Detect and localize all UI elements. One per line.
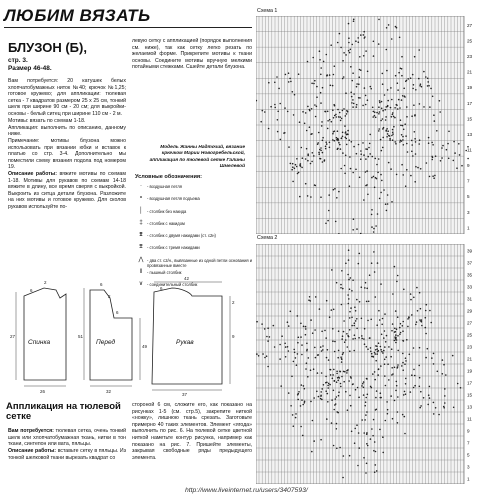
applique-column2: стороной 6 см, сложите его, как показано на рисунках 1-5 (см. стр.5), закрепите ниткой «ножку», лишнюю ткань срезать. Заготовьте примерно 40 таких элементов. Элемент «ягода» выполнить по рис. 6. На тюлевой сетке цветной ниткой наметьте контур рисунка, например как показано на рис. 7. Пришейте элементы, закрывая свободные ряды предыдущего элемента. [132, 402, 252, 461]
applique-body [8, 428, 126, 461]
legend-symbol: │ [139, 207, 143, 214]
row-number: 19 [467, 85, 473, 91]
magazine-title: ЛЮБИМ ВЯЗАТЬ [4, 6, 151, 25]
work-label: Описание работы: [8, 171, 57, 178]
row-number: 25 [467, 38, 473, 44]
sleeve-piece-label: Рукав [176, 339, 194, 346]
legend-text: - соединительный столбик [147, 282, 198, 288]
legend-item [135, 245, 253, 257]
front-piece-label: Перед [96, 339, 116, 346]
legend-text: - столбик без накида [147, 208, 187, 214]
legend-text: - столбик с двумя накидами (ст. с2н) [147, 233, 216, 239]
materials-text: Вам потребуется: 20 катушек белых хлопчатобумажных ниток №40; крючок №1,25; готовое кружево; для аппликации: тюлевая сетка - 7 квадратов размером 25 х 25 см, тонкий шелк при ширине 90 см - 20 см; для выкройки-основы - белый ситец при ширине 110 см - 2 м. [8, 78, 126, 117]
dim-label: 27 [10, 334, 16, 339]
row-number: 3 [467, 209, 470, 215]
row-number: 9 [467, 428, 470, 434]
row-number: 11 [467, 147, 472, 153]
dim-label: 6 [116, 310, 119, 315]
dim-label: 9 [232, 334, 235, 339]
legend-item [135, 221, 253, 233]
row-number: 37 [467, 260, 473, 266]
row-number: 35 [467, 272, 473, 278]
watermark: http://www.liveinternet.ru/users/3407593/ [185, 487, 308, 494]
row-number: 25 [467, 332, 473, 338]
row-number: 23 [467, 54, 473, 59]
row-number: 27 [467, 22, 473, 28]
row-number: 17 [467, 380, 473, 386]
row-number: 23 [467, 344, 473, 350]
legend-item [135, 196, 253, 208]
sleeve-piece-outline [152, 288, 222, 384]
dim-label: 6 [30, 288, 33, 293]
article-body [8, 78, 126, 211]
legend-text: - пышный столбик [147, 270, 182, 276]
row-number: 5 [467, 452, 470, 458]
row-number: 39 [467, 248, 473, 254]
motifs-text: Мотивы: вязать по схемам 1-18. [8, 117, 86, 124]
dim-label: 49 [142, 344, 148, 349]
legend-text: - два ст. с2/н., вывязанные из одной петли основания и провязанные вместе [147, 257, 253, 268]
row-number: 19 [467, 368, 473, 374]
legend-title: Условные обозначения: [135, 174, 203, 180]
back-piece-label: Спинка [28, 339, 51, 346]
legend-symbol: ∨ [138, 281, 144, 288]
credits: Модель Жанны Надточий, вязание крючком Марии Новогребельской, аппликация по тюлевой сетке Галины Шмелевой [149, 145, 245, 169]
row-number: 1 [467, 225, 470, 231]
applique-title: Аппликация на тюлевой сетке [6, 401, 121, 422]
size-ref: Размер 46-48. [8, 65, 52, 72]
row-number: 21 [467, 356, 473, 362]
dim-label: 2 [232, 300, 235, 305]
row-number: 21 [467, 69, 473, 75]
front-piece-outline [90, 290, 132, 380]
row-number: 1 [467, 476, 470, 482]
note-text: Примечание: мотивы блузона можно использовать при вязании юбки и вставок к платью со стр. 3-4. Дополнительно мы поместили схему вязания подола под номером 19. [8, 137, 126, 171]
legend-symbol: ‖ [139, 269, 143, 276]
row-number: 31 [467, 296, 473, 302]
work-text: вяжите мотивы по схемам 1-18. Мотивы для рукавов по схемам 14-18 вяжите в длину, все время сверяя с выкройкой. Выкроить из ситца детали блузона. Разложите на них мотивы и готовое кружево. Для сколов рукавов используйте по- [8, 171, 126, 211]
pattern-diagram [4, 268, 254, 398]
chart2-label: Схема 2 [257, 235, 278, 241]
legend-symbol: ∘ [139, 195, 143, 202]
row-number: 11 [467, 416, 472, 422]
row-number: 7 [467, 178, 470, 184]
dim-label: 32 [106, 389, 112, 394]
legend-text: - столбик с тремя накидами [147, 245, 200, 251]
legend-symbol: · [140, 183, 142, 189]
crochet-chart-2 [256, 244, 480, 484]
dim-label: 42 [184, 276, 190, 281]
row-number: 17 [467, 100, 473, 106]
row-number: 9 [467, 163, 470, 168]
dim-label: 2 [108, 294, 111, 299]
legend-text: - столбик с накидом [147, 220, 185, 226]
dim-label: 6 [100, 282, 103, 287]
work-paragraph [8, 171, 126, 211]
legend-symbol: ⩩ [139, 232, 143, 239]
applique-materials-text: тюлевая сетка, очень тонкий шелк или хлопчатобумажная ткань, нитки в тон ткани, синтепон или вата, пяльцы. [8, 428, 126, 448]
dim-label: 37 [182, 392, 188, 397]
row-number: 15 [467, 116, 473, 122]
back-piece-outline [24, 288, 66, 380]
row-number: 29 [467, 308, 473, 314]
row-number: 13 [467, 131, 473, 137]
row-number: 33 [467, 284, 473, 290]
row-number: 27 [467, 320, 473, 326]
page-ref: стр. 3. [8, 57, 28, 64]
row-number: 5 [467, 194, 470, 200]
dim-label: 26 [40, 389, 46, 394]
dim-label: 6 [160, 286, 163, 291]
legend-text: - воздушная петля [147, 184, 183, 189]
legend-symbol: ⋀ [138, 256, 144, 263]
applique-work-text: вставьте сетку в пяльцы. Из тонкой шелковой ткани вырезать квадрат со [8, 447, 126, 461]
dim-label: 51 [78, 334, 84, 339]
applique-work-label: Описание работы: [8, 447, 57, 454]
dim-label: 2 [44, 280, 47, 285]
row-number: 13 [467, 404, 473, 410]
legend-item [135, 209, 253, 221]
applique-materials-paragraph [8, 428, 126, 448]
chart1-label: Схема 1 [257, 8, 278, 14]
legend-text: - воздушная петля подъема [147, 196, 200, 202]
legend-symbol: ‡ [139, 219, 143, 226]
applique-work-paragraph [8, 448, 126, 461]
header-divider [4, 27, 252, 28]
applique-text: Аппликация: выполнить по описанию, данному ниже. [8, 124, 126, 138]
legend-item [135, 184, 253, 196]
article-title: БЛУЗОН (Б), [8, 40, 87, 55]
legend-item [135, 233, 253, 245]
column2-text: левую сетку с аппликацией (порядок выполнения см. ниже), так как сетку легко резать по желаемой форме. Прикрепите мотивы к ткани основы. Соедините мотивы вручную мелкими потайными стежками. Сшейте детали блузона. [132, 38, 252, 71]
applique-materials-label: Вам потребуется: [8, 428, 54, 434]
legend-symbol: ⩨ [139, 244, 143, 251]
row-number: 7 [467, 440, 470, 446]
row-number: 15 [467, 392, 473, 398]
row-number: 3 [467, 464, 470, 470]
crochet-chart-1 [256, 16, 480, 234]
